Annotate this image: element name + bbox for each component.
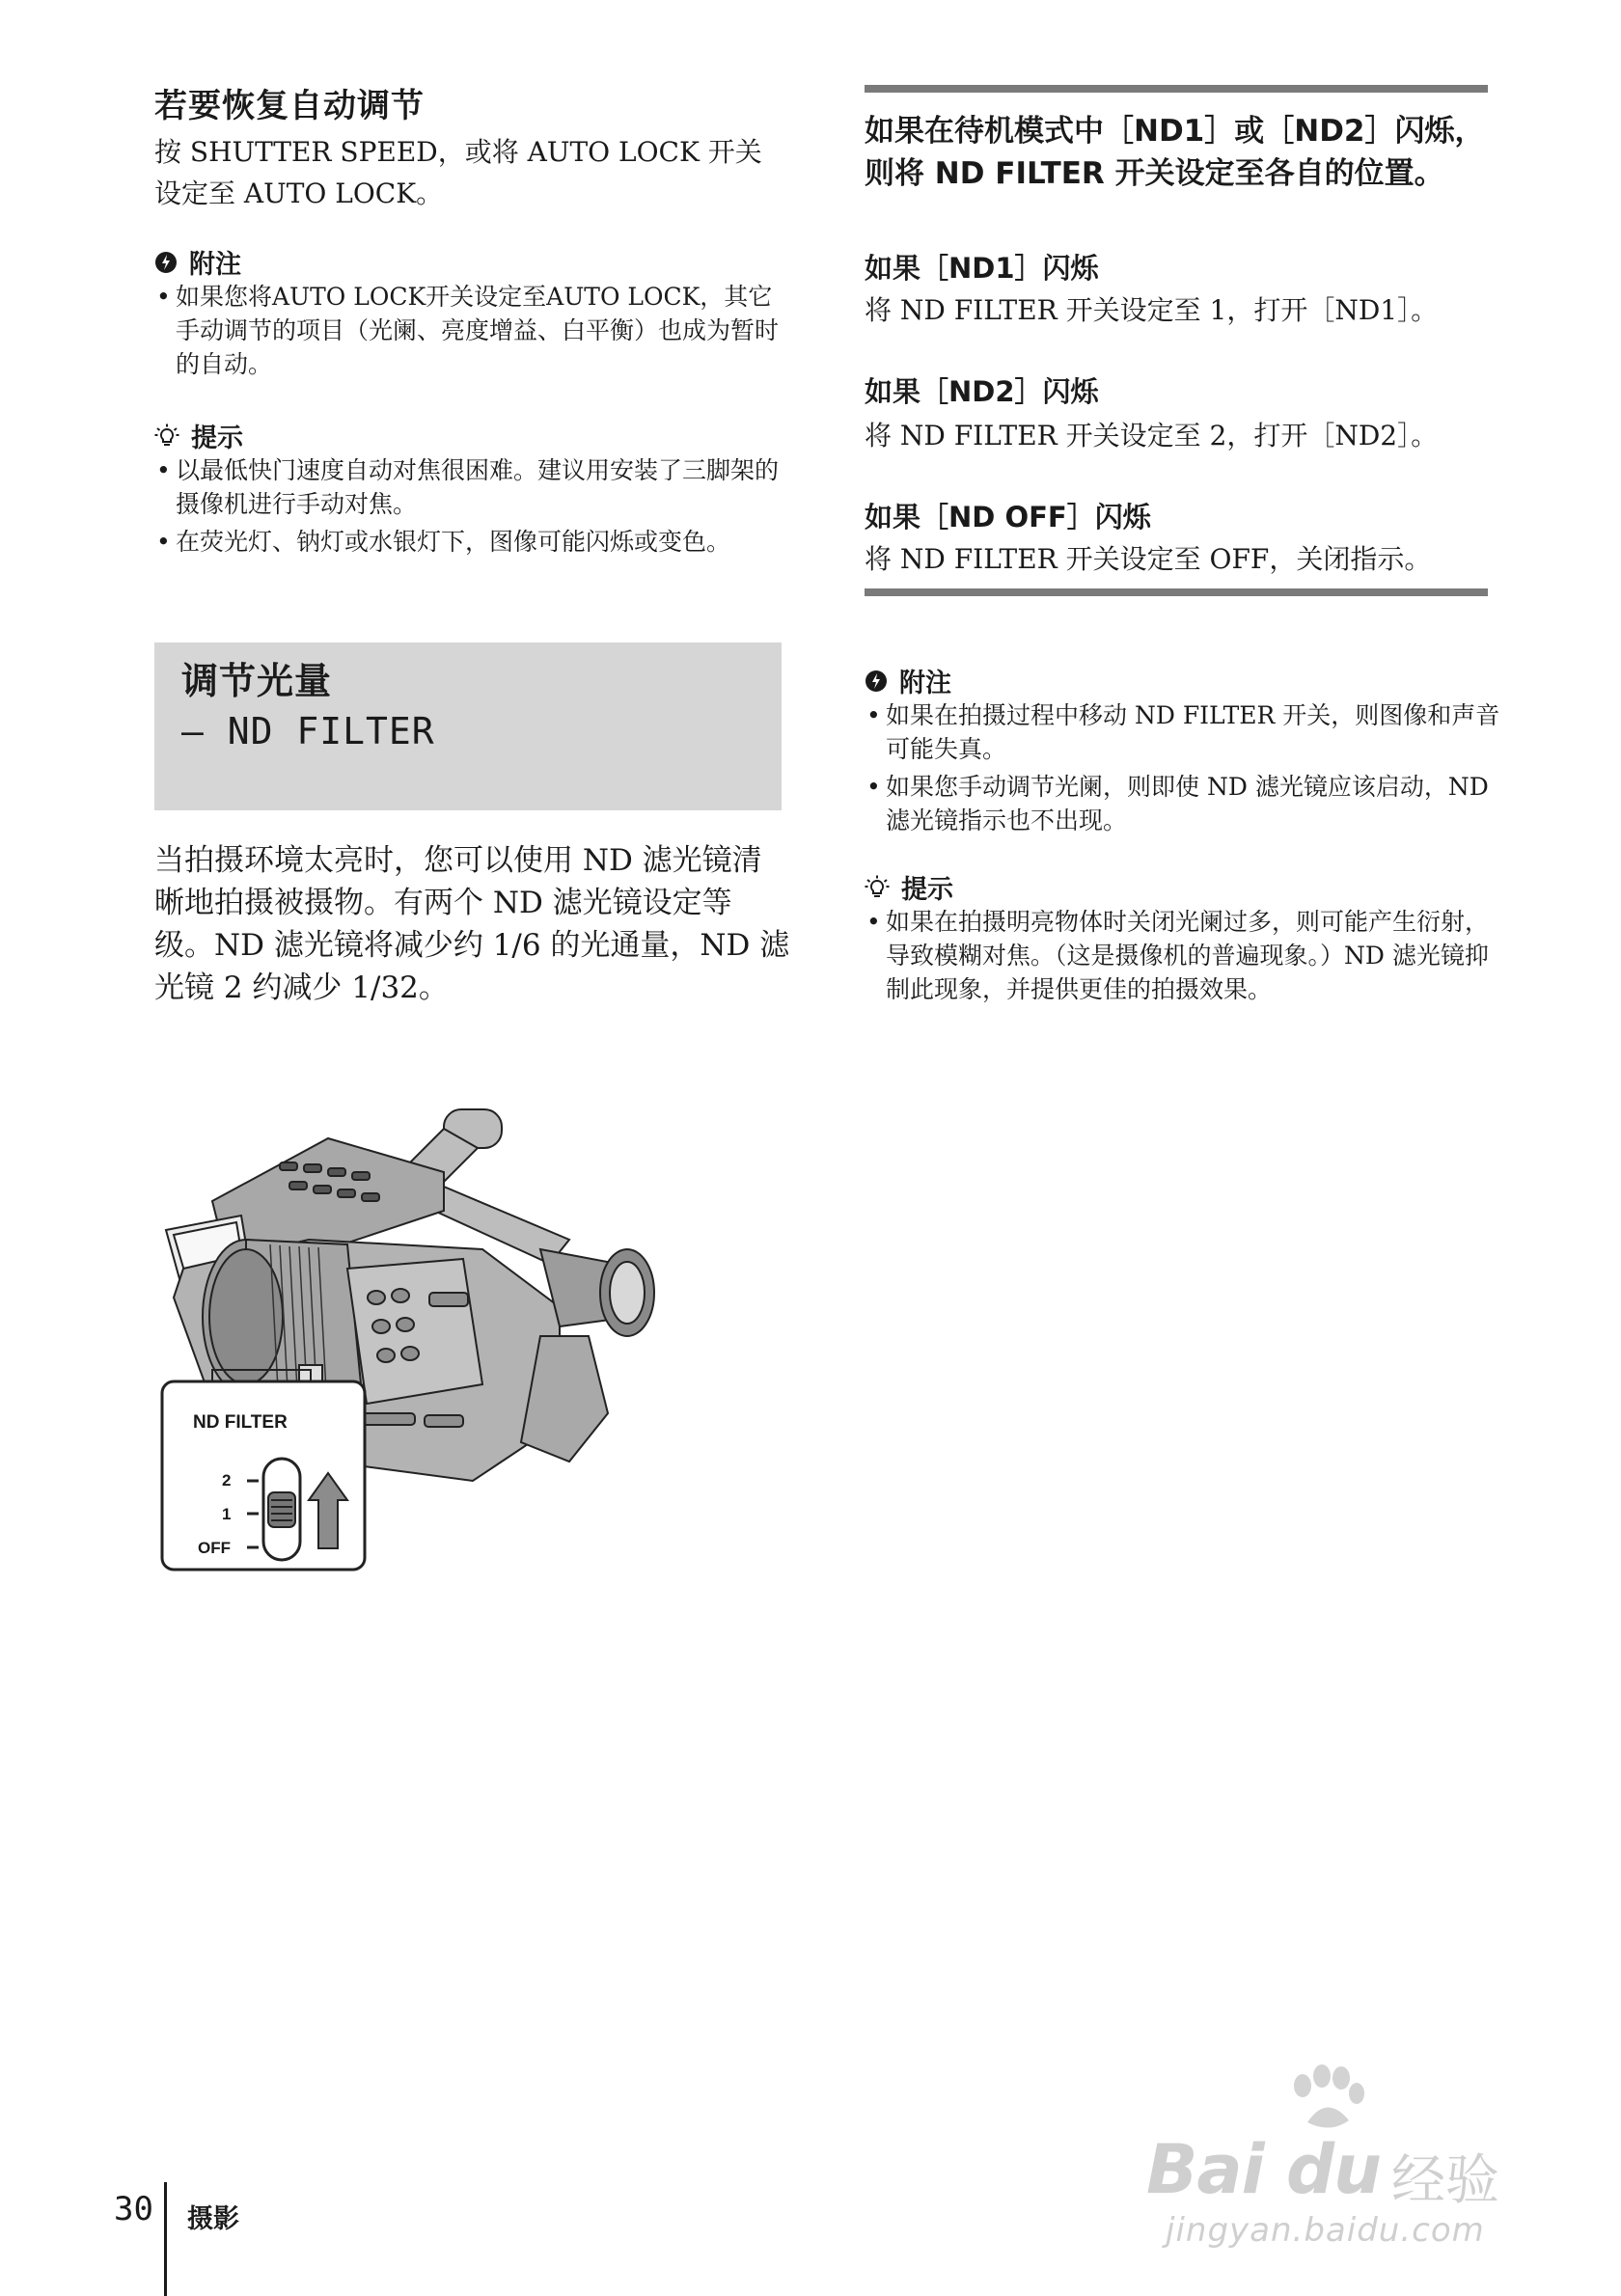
lightbulb-icon	[865, 875, 890, 900]
watermark-brand: Bai du	[1146, 2130, 1381, 2209]
note-list	[154, 280, 782, 385]
camcorder-illustration	[154, 1095, 772, 1674]
note-list	[865, 698, 1501, 841]
blink-heading: 如果在待机模式中［ND1］或［ND2］闪烁，则将 ND FILTER 开关设定至各自的位置。	[865, 114, 1485, 191]
intro-paragraph: 当拍摄环境太亮时，您可以使用 ND 滤光镜清晰地拍摄被摄物。有两个 ND 滤光镜设定等级。ND 滤光镜将减少约 1/6 的光通量，ND 滤光镜 2 约减少 1/32。	[154, 843, 790, 1005]
page-number: 30	[114, 2190, 153, 2228]
list-item: • 如果在拍摄过程中移动 ND FILTER 开关，则图像和声音可能失真。	[865, 698, 1501, 766]
tip-list	[865, 905, 1501, 1010]
baidu-watermark	[1139, 2064, 1544, 2257]
note-heading	[865, 662, 951, 699]
list-item: • 如果在拍摄明亮物体时关闭光阑过多，则可能产生衍射，导致模糊对焦。（这是摄像机的普遍现象。）ND 滤光镜抑制此现象，并提供更佳的拍摄效果。	[865, 905, 1501, 1006]
tip-label: 提示	[191, 424, 243, 453]
switch-position-1: 1	[222, 1505, 232, 1523]
tip-heading	[865, 868, 953, 906]
section-title: 调节光量	[181, 660, 333, 702]
list-item: • 以最低快门速度自动对焦很困难。建议用安装了三脚架的摄像机进行手动对焦。	[154, 453, 782, 521]
paw-logo-icon	[1283, 2064, 1370, 2132]
note-heading	[154, 243, 241, 281]
note-label: 附注	[189, 250, 241, 280]
nd2-title: 如果［ND2］闪烁	[865, 375, 1099, 408]
note-label: 附注	[899, 669, 951, 698]
list-item: • 在荧光灯、钠灯或水银灯下，图像可能闪烁或变色。	[154, 525, 782, 559]
nd1-body: 将 ND FILTER 开关设定至 1，打开［ND1］。	[865, 294, 1439, 326]
note-icon	[154, 251, 178, 274]
switch-position-off: OFF	[198, 1539, 231, 1557]
restore-auto-text: 按 SHUTTER SPEED，或将 AUTO LOCK 开关设定至 AUTO LOCK。	[154, 136, 762, 209]
box-bottom-rule	[865, 588, 1488, 596]
lightbulb-icon	[154, 424, 179, 449]
section-subtitle: — ND FILTER	[181, 710, 435, 752]
watermark-jingyan: 经验	[1391, 2149, 1499, 2212]
tip-label: 提示	[901, 875, 953, 905]
restore-auto-heading: 若要恢复自动调节	[154, 87, 425, 125]
watermark-url: jingyan.baidu.com	[1166, 2211, 1485, 2250]
note-icon	[865, 670, 888, 693]
nd-filter-switch-inset	[162, 1381, 365, 1570]
footer-section-name: 摄影	[187, 2204, 239, 2234]
list-item: • 如果您将AUTO LOCK开关设定至AUTO LOCK，其它手动调节的项目（光阑、亮度增益、白平衡）也成为暂时的自动。	[154, 280, 782, 381]
tip-heading	[154, 417, 243, 454]
ndoff-title: 如果［ND OFF］闪烁	[865, 501, 1151, 533]
ndoff-body: 将 ND FILTER 开关设定至 OFF，关闭指示。	[865, 543, 1432, 575]
nd1-title: 如果［ND1］闪烁	[865, 252, 1099, 285]
switch-label: ND FILTER	[193, 1412, 288, 1433]
list-item: • 如果您手动调节光阑，则即使 ND 滤光镜应该启动，ND 滤光镜指示也不出现。	[865, 770, 1501, 837]
box-top-rule	[865, 85, 1488, 93]
section-header	[154, 642, 782, 810]
nd2-body: 将 ND FILTER 开关设定至 2，打开［ND2］。	[865, 420, 1439, 451]
tip-list	[154, 453, 782, 562]
switch-position-2: 2	[222, 1471, 232, 1490]
footer-divider	[164, 2182, 167, 2296]
